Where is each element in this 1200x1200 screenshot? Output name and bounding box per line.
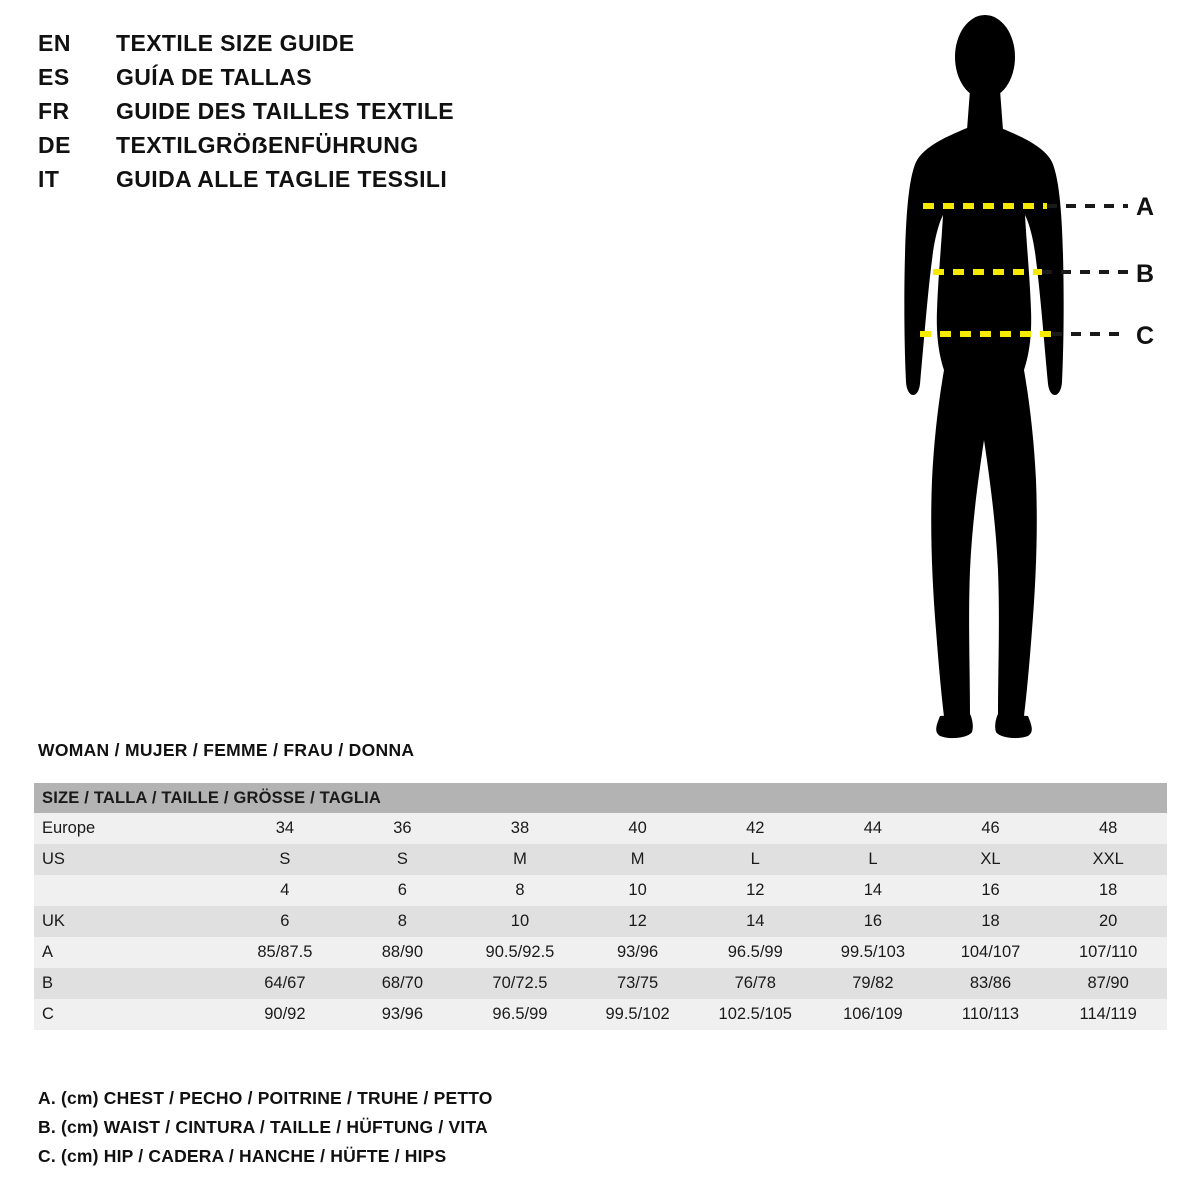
table-row	[34, 937, 1167, 968]
cell-uk-4: 14	[696, 906, 814, 937]
table-row	[34, 844, 1167, 875]
cell-c-6: 110/113	[932, 999, 1050, 1030]
legend-line-b: B. (cm) WAIST / CINTURA / TAILLE / HÜFTUNG / VITA	[38, 1117, 488, 1137]
cell-usnum-3: 10	[579, 875, 697, 906]
cell-usnum-5: 14	[814, 875, 932, 906]
title-lang-es: ES	[38, 64, 70, 90]
cell-b-3: 73/75	[579, 968, 697, 999]
row-label-us-numeric	[34, 875, 226, 906]
title-lang-it: IT	[38, 166, 60, 192]
title-row	[38, 166, 598, 200]
cell-c-4: 102.5/105	[696, 999, 814, 1030]
table-row	[34, 906, 1167, 937]
title-lang-en: EN	[38, 30, 71, 56]
title-text-en: TEXTILE SIZE GUIDE	[116, 30, 355, 56]
cell-b-1: 68/70	[344, 968, 461, 999]
cell-uk-3: 12	[579, 906, 697, 937]
cell-uk-5: 16	[814, 906, 932, 937]
row-label-b: B	[34, 968, 226, 999]
cell-a-7: 107/110	[1049, 937, 1167, 968]
marker-label-c: C	[1136, 322, 1155, 350]
cell-usnum-1: 6	[344, 875, 461, 906]
marker-label-b: B	[1136, 260, 1155, 288]
section-heading-woman: WOMAN / MUJER / FEMME / FRAU / DONNA	[38, 740, 415, 760]
cell-europe-7: 48	[1049, 813, 1167, 844]
title-lang-fr: FR	[38, 98, 70, 124]
cell-europe-6: 46	[932, 813, 1050, 844]
cell-a-0: 85/87.5	[226, 937, 344, 968]
row-label-a: A	[34, 937, 226, 968]
cell-c-2: 96.5/99	[461, 999, 579, 1030]
cell-a-5: 99.5/103	[814, 937, 932, 968]
cell-usnum-6: 16	[932, 875, 1050, 906]
cell-us-4: L	[696, 844, 814, 875]
cell-europe-2: 38	[461, 813, 579, 844]
title-row	[38, 64, 598, 98]
cell-usnum-4: 12	[696, 875, 814, 906]
title-text-de: TEXTILGRÖẞENFÜHRUNG	[116, 132, 419, 158]
cell-c-0: 90/92	[226, 999, 344, 1030]
row-label-us: US	[34, 844, 226, 875]
size-table	[34, 783, 1167, 1030]
cell-us-0: S	[226, 844, 344, 875]
cell-us-5: L	[814, 844, 932, 875]
cell-b-4: 76/78	[696, 968, 814, 999]
cell-b-7: 87/90	[1049, 968, 1167, 999]
cell-us-2: M	[461, 844, 579, 875]
cell-a-2: 90.5/92.5	[461, 937, 579, 968]
cell-uk-2: 10	[461, 906, 579, 937]
row-label-uk: UK	[34, 906, 226, 937]
table-row	[34, 968, 1167, 999]
title-text-fr: GUIDE DES TAILLES TEXTILE	[116, 98, 454, 124]
legend-line-a: A. (cm) CHEST / PECHO / POITRINE / TRUHE / PETTO	[38, 1088, 493, 1108]
cell-a-4: 96.5/99	[696, 937, 814, 968]
cell-a-3: 93/96	[579, 937, 697, 968]
body-figure-diagram	[840, 10, 1190, 750]
cell-c-7: 114/119	[1049, 999, 1167, 1030]
cell-a-1: 88/90	[344, 937, 461, 968]
title-text-es: GUÍA DE TALLAS	[116, 64, 312, 90]
row-label-europe: Europe	[34, 813, 226, 844]
female-silhouette-icon	[904, 15, 1063, 738]
cell-c-1: 93/96	[344, 999, 461, 1030]
cell-b-5: 79/82	[814, 968, 932, 999]
cell-europe-4: 42	[696, 813, 814, 844]
title-text-it: GUIDA ALLE TAGLIE TESSILI	[116, 166, 448, 192]
measurement-legend	[38, 1088, 738, 1175]
legend-line-c: C. (cm) HIP / CADERA / HANCHE / HÜFTE / HIPS	[38, 1146, 447, 1166]
cell-us-3: M	[579, 844, 697, 875]
title-row	[38, 30, 598, 64]
cell-b-0: 64/67	[226, 968, 344, 999]
table-row	[34, 999, 1167, 1030]
cell-europe-1: 36	[344, 813, 461, 844]
cell-c-5: 106/109	[814, 999, 932, 1030]
cell-us-7: XXL	[1049, 844, 1167, 875]
cell-uk-1: 8	[344, 906, 461, 937]
cell-europe-3: 40	[579, 813, 697, 844]
table-row	[34, 813, 1167, 844]
cell-uk-0: 6	[226, 906, 344, 937]
title-block	[38, 30, 598, 200]
title-row	[38, 132, 598, 166]
cell-uk-6: 18	[932, 906, 1050, 937]
table-row	[34, 875, 1167, 906]
cell-b-2: 70/72.5	[461, 968, 579, 999]
table-header-row	[34, 783, 1167, 813]
cell-usnum-0: 4	[226, 875, 344, 906]
title-row	[38, 98, 598, 132]
table-header-label: SIZE / TALLA / TAILLE / GRÖSSE / TAGLIA	[34, 783, 1167, 813]
title-lang-de: DE	[38, 132, 71, 158]
cell-us-6: XL	[932, 844, 1050, 875]
row-label-c: C	[34, 999, 226, 1030]
cell-europe-0: 34	[226, 813, 344, 844]
cell-usnum-2: 8	[461, 875, 579, 906]
cell-us-1: S	[344, 844, 461, 875]
marker-label-a: A	[1136, 193, 1155, 221]
cell-europe-5: 44	[814, 813, 932, 844]
cell-c-3: 99.5/102	[579, 999, 697, 1030]
cell-uk-7: 20	[1049, 906, 1167, 937]
cell-a-6: 104/107	[932, 937, 1050, 968]
cell-b-6: 83/86	[932, 968, 1050, 999]
cell-usnum-7: 18	[1049, 875, 1167, 906]
